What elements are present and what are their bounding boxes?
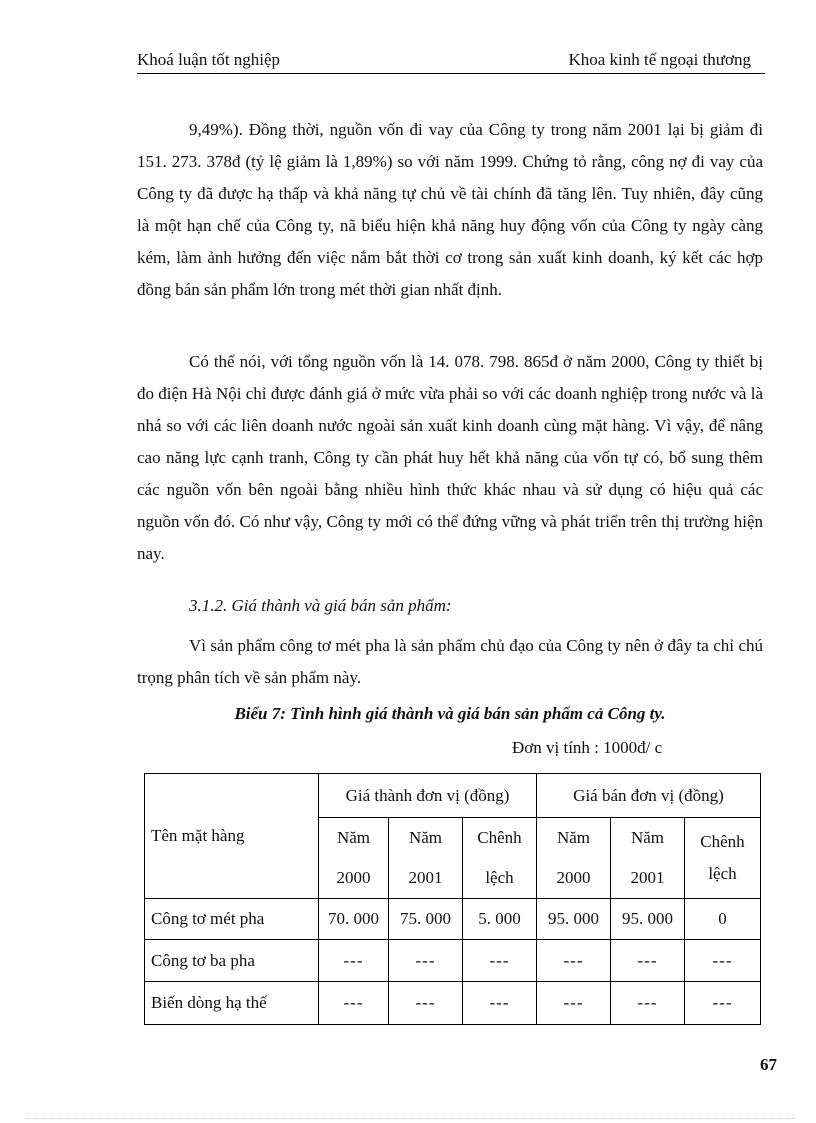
cell-price-2000: 95. 000	[537, 899, 611, 940]
cell-name: Công tơ mét pha	[145, 899, 319, 940]
header-rule	[137, 73, 765, 74]
cell-name: Biến dòng hạ thế	[145, 982, 319, 1025]
cell-price-diff: ---	[685, 982, 761, 1025]
cell-cost-2001: ---	[389, 982, 463, 1025]
header-cost-2001: Năm 2001	[389, 818, 463, 899]
cell-price-2001: ---	[611, 940, 685, 982]
cell-price-diff: 0	[685, 899, 761, 940]
header-cost-2000: Năm 2000	[319, 818, 389, 899]
cost-price-table	[144, 773, 761, 1025]
table-row	[145, 899, 761, 940]
page-bottom-dotted-line	[25, 1118, 795, 1119]
table-row	[145, 940, 761, 982]
paragraph-capital-debt: 9,49%). Đồng thời, nguồn vốn đi vay của Công ty trong năm 2001 lại bị giảm đi 151. 273. 378đ (tỷ lệ giảm là 1,89%) so với năm 1999. Chứng tỏ rằng, công nợ đi vay của Công ty đã được hạ thấp và khả năng tự chủ về tài chính đã tăng lên. Tuy nhiên, đây cũng là một hạn chế của Công ty, nã biểu hiện khả năng huy động vốn của Công ty ngày càng kém, làm ảnh hưởng đến việc nắm bắt thời cơ trong sản xuất kinh doanh, ký kết các hợp đồng bán sản phẩm lớn trong mét thời gian nhất định.	[137, 120, 763, 299]
paragraph-product-focus: Vì sản phẩm công tơ mét pha là sản phẩm chủ đạo của Công ty nên ở đây ta chỉ chú trọng phân tích về sản phẩm này.	[137, 636, 763, 687]
cell-name: Công tơ ba pha	[145, 940, 319, 982]
table-unit: Đơn vị tính : 1000đ/ c	[512, 738, 663, 757]
header-thesis-title: Khoá luận tốt nghiệp	[137, 50, 281, 69]
cell-price-2001: 95. 000	[611, 899, 685, 940]
cell-cost-2000: 70. 000	[319, 899, 389, 940]
header-unit-cost: Giá thành đơn vị (đồng)	[319, 774, 537, 818]
cell-price-2000: ---	[537, 940, 611, 982]
section-heading-3-1-2: 3.1.2. Giá thành và giá bán sản phẩm:	[189, 596, 452, 615]
header-price-diff: Chênh lệch	[685, 818, 761, 899]
paragraph-total-capital: Có thể nói, với tổng nguồn vốn là 14. 078. 798. 865đ ở năm 2000, Công ty thiết bị đo điện Hà Nội chỉ được đánh giá ở mức vừa phải so với các doanh nghiệp trong nước và là nhá so với các liên doanh nước ngoài sản xuất kinh doanh cùng mặt hàng. Vì vậy, để nâng cao năng lực cạnh tranh, Công ty cần phát huy hết khả năng của vốn tự có, bổ sung thêm các nguồn vốn bên ngoài bằng nhiều hình thức khác nhau và sử dụng có hiệu quả các nguồn vốn đó. Có như vậy, Công ty mới có thể đứng vững và phát triển trên thị trường hiện nay.	[137, 352, 763, 563]
cell-cost-2001: ---	[389, 940, 463, 982]
table-caption: Biểu 7: Tình hình giá thành và giá bán sản phẩm cả Công ty.	[234, 704, 666, 723]
cell-cost-diff: ---	[463, 940, 537, 982]
cell-cost-diff: 5. 000	[463, 899, 537, 940]
cell-cost-diff: ---	[463, 982, 537, 1025]
page-header	[137, 48, 765, 72]
cell-cost-2001: 75. 000	[389, 899, 463, 940]
cell-price-2001: ---	[611, 982, 685, 1025]
cell-price-2000: ---	[537, 982, 611, 1025]
table-row	[145, 982, 761, 1025]
header-price-2000: Năm 2000	[537, 818, 611, 899]
cell-price-diff: ---	[685, 940, 761, 982]
cell-cost-2000: ---	[319, 982, 389, 1025]
header-faculty: Khoa kinh tế ngoại thương	[568, 50, 751, 69]
header-cost-diff: Chênh lệch	[463, 818, 537, 899]
page-number: 67	[760, 1055, 777, 1074]
header-price-2001: Năm 2001	[611, 818, 685, 899]
header-unit-price: Giá bán đơn vị (đồng)	[537, 774, 761, 818]
cell-cost-2000: ---	[319, 940, 389, 982]
header-item-name: Tên mặt hàng	[145, 774, 319, 899]
